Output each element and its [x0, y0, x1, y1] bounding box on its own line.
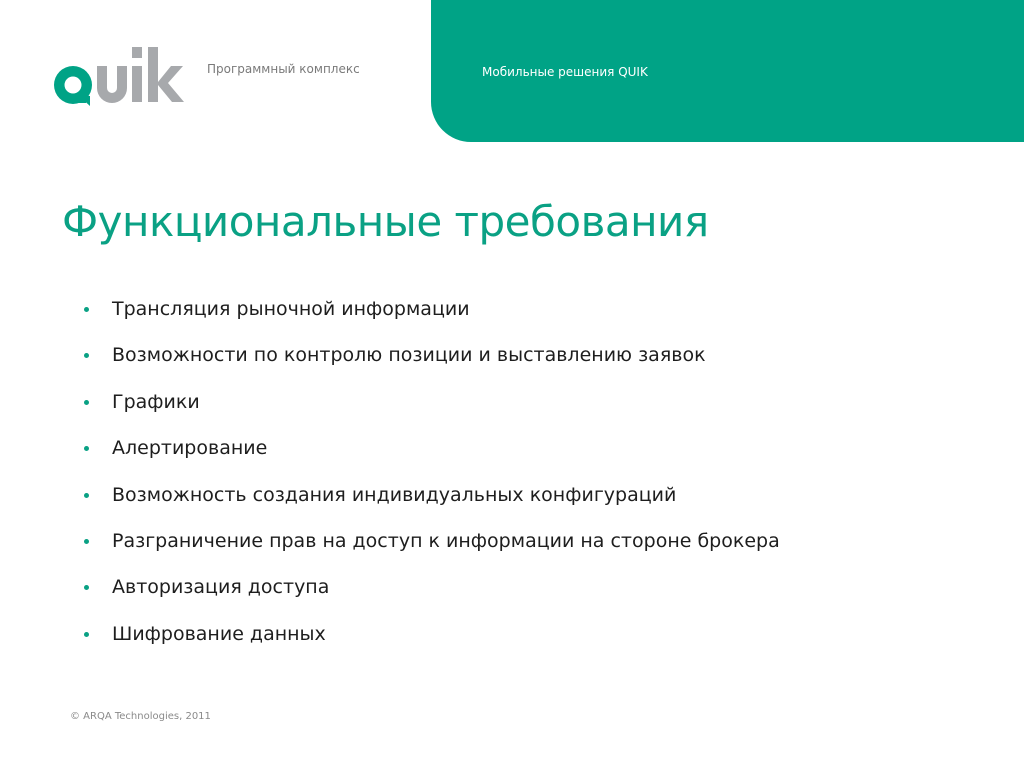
bullet-dot-icon	[84, 400, 89, 405]
list-item-text: Авторизация доступа	[112, 576, 330, 599]
list-item-text: Разграничение прав на доступ к информации на стороне брокера	[112, 529, 780, 552]
list-item-text: Шифрование данных	[112, 622, 326, 645]
logo-i-dot	[132, 47, 142, 58]
header-accent-panel	[431, 0, 1024, 142]
list-item-text: Возможность создания индивидуальных конфигураций	[112, 483, 677, 506]
logo-q-mark	[54, 66, 92, 106]
bullet-dot-icon	[84, 307, 89, 312]
list-item-text: Трансляция рыночной информации	[112, 298, 470, 320]
logo-k-arms	[158, 66, 184, 102]
page-title: Функциональные требования	[62, 197, 709, 246]
logo-i-stem	[132, 66, 142, 102]
bullet-dot-icon	[84, 353, 89, 358]
list-item-text: Алертирование	[112, 437, 268, 460]
quik-logo	[50, 44, 186, 114]
list-item-text: Графики	[112, 390, 200, 413]
bullet-dot-icon	[84, 446, 89, 451]
copyright-footer: © ARQA Technologies, 2011	[70, 711, 211, 722]
bullet-dot-icon	[84, 493, 89, 498]
header-section-title: Мобильные решения QUIK	[482, 65, 648, 79]
logo-u-mark	[97, 66, 127, 103]
bullet-dot-icon	[84, 539, 89, 544]
product-subtitle: Программный комплекс	[207, 62, 360, 76]
list-item-text: Возможности по контролю позиции и выставлению заявок	[112, 344, 706, 367]
bullet-dot-icon	[84, 632, 89, 637]
bullet-dot-icon	[84, 585, 89, 590]
logo-k-stem	[148, 47, 158, 102]
